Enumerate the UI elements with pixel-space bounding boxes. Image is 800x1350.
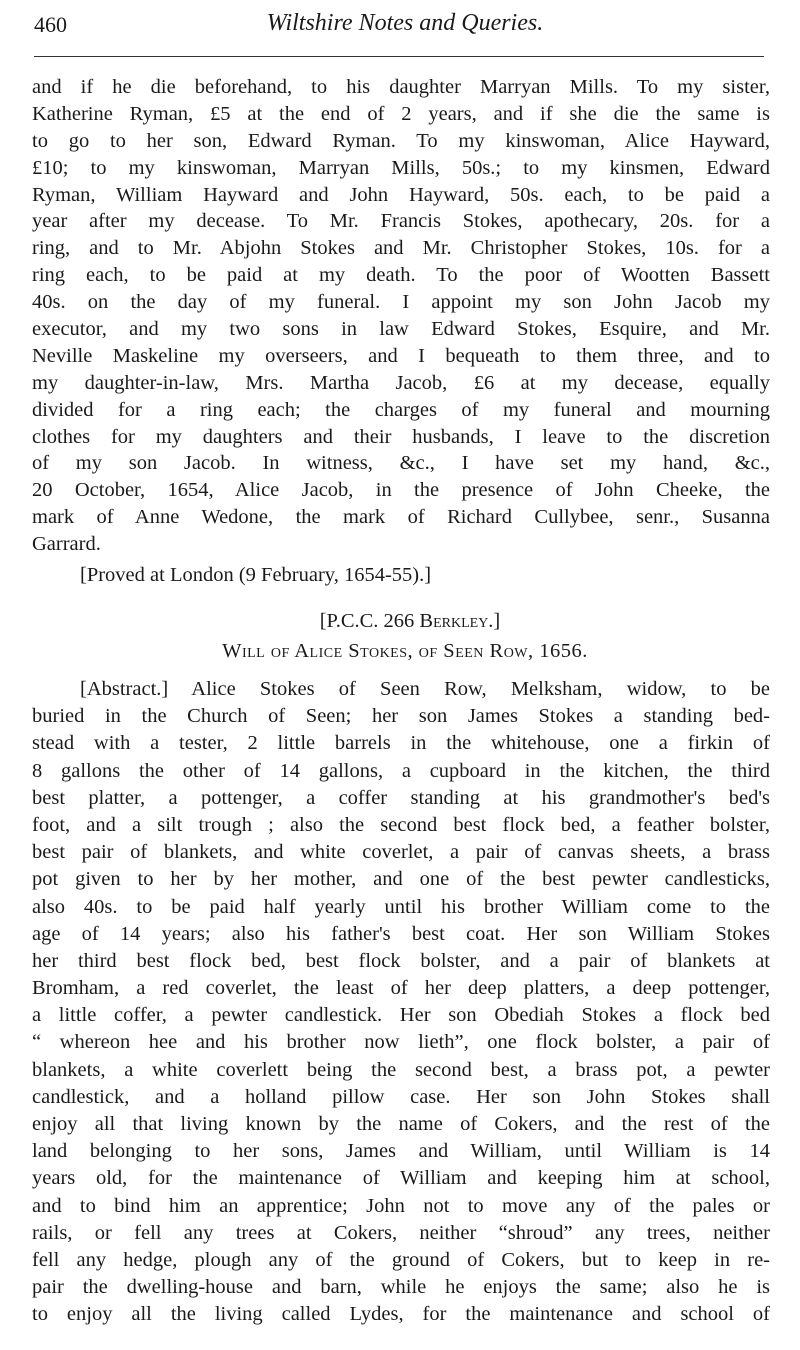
text-line: of my son Jacob. In witness, &c., I have set my hand, &c., xyxy=(32,452,770,475)
text-line: Bromham, a red coverlet, the least of her deep platters, a deep pottenger, xyxy=(32,977,770,1000)
text-line: age of 14 years; also his father's best coat. Her son William Stokes xyxy=(32,922,770,945)
text-line: 20 October, 1654, Alice Jacob, in the presence of John Cheeke, the xyxy=(32,479,770,502)
text-line: and if he die beforehand, to his daughter Marryan Mills. To my sister, xyxy=(32,76,770,98)
text-line: Neville Maskeline my overseers, and I bequeath to them three, and to xyxy=(32,344,770,367)
text-line: to enjoy all the living called Lydes, for the maintenance and school of xyxy=(32,1303,770,1326)
text-line: Katherine Ryman, £5 at the end of 2 years, and if she die the same is xyxy=(32,102,770,125)
paragraph-abstract xyxy=(32,676,770,1329)
text-line: enjoy all that living known by the name of Cokers, and the rest of the xyxy=(32,1113,770,1135)
text-line: Ryman, William Hayward and John Hayward, 50s. each, to be paid a xyxy=(32,183,770,206)
text-line: rails, or fell any trees at Cokers, neither “shroud” any trees, neither xyxy=(32,1221,770,1244)
text-line: divided for a ring each; the charges of my funeral and mourning xyxy=(32,398,770,421)
text-line: “ whereon hee and his brother now lieth”, one flock bolster, a pair of xyxy=(32,1031,770,1054)
text-line: executor, and my two sons in law Edward Stokes, Esquire, and Mr. xyxy=(32,318,770,341)
text-line: and to bind him an apprentice; John not to move any of the pales or xyxy=(32,1194,770,1217)
text-line: clothes for my daughters and their husbands, I leave to the discretion xyxy=(32,425,770,448)
paragraph-will-of-alice-jacob xyxy=(32,74,770,558)
text-line: 8 gallons the other of 14 gallons, a cupboard in the kitchen, the third xyxy=(32,759,770,782)
pcc-reference: [P.C.C. 266 Berkley.] xyxy=(319,610,501,632)
running-title: Wiltshire Notes and Queries. xyxy=(266,10,544,36)
text-line: ring each, to be paid at my death. To the poor of Wootten Bassett xyxy=(32,264,770,287)
text-line: fell any hedge, plough any of the ground of Cokers, but to keep in re- xyxy=(32,1248,770,1271)
text-line: blankets, a white coverlett being the second best, a brass pot, a pewter xyxy=(32,1058,770,1081)
text-line: buried in the Church of Seen; her son James Stokes a standing bed- xyxy=(32,705,770,728)
text-line: best pair of blankets, and white coverlet, a pair of canvas sheets, a brass xyxy=(32,841,770,864)
text-line: to go to her son, Edward Ryman. To my kinswoman, Alice Hayward, xyxy=(32,129,770,152)
text-line: year after my decease. To Mr. Francis Stokes, apothecary, 20s. for a xyxy=(32,210,770,233)
section-title: Will of Alice Stokes, of Seen Row, 1656. xyxy=(222,640,588,662)
text-line: also 40s. to be paid half yearly until his brother William come to the xyxy=(32,895,770,918)
text-line: years old, for the maintenance of William and keeping him at school, xyxy=(32,1167,770,1190)
text-line: foot, and a silt trough ; also the second best flock bed, a feather bolster, xyxy=(32,813,770,836)
probate-note: [Proved at London (9 February, 1654-55).] xyxy=(80,564,432,586)
text-line: my daughter-in-law, Mrs. Martha Jacob, £6 at my decease, equally xyxy=(32,371,770,394)
header-rule xyxy=(34,56,764,57)
text-line: a little coffer, a pewter candlestick. Her son Obediah Stokes a flock bed xyxy=(32,1004,770,1027)
text-line: pair the dwelling-house and barn, while he enjoys the same; also he is xyxy=(32,1276,770,1299)
text-line: £10; to my kinswoman, Marryan Mills, 50s.; to my kinsmen, Edward xyxy=(32,156,770,179)
text-line: her third best flock bed, best flock bolster, and a pair of blankets at xyxy=(32,949,770,972)
text-line: candlestick, and a holland pillow case. Her son John Stokes shall xyxy=(32,1085,770,1108)
text-line: pot given to her by her mother, and one of the best pewter candlesticks, xyxy=(32,868,770,891)
text-line: ring, and to Mr. Abjohn Stokes and Mr. Christopher Stokes, 10s. for a xyxy=(32,237,770,260)
text-line: stead with a tester, 2 little barrels in the whitehouse, one a firkin of xyxy=(32,732,770,755)
page-number: 460 xyxy=(34,12,67,37)
text-line: 40s. on the day of my funeral. I appoint my son John Jacob my xyxy=(32,291,770,314)
text-line: best platter, a pottenger, a coffer standing at his grandmother's bed's xyxy=(32,786,770,809)
text-line: Garrard. xyxy=(32,533,101,556)
text-line: [Abstract.] Alice Stokes of Seen Row, Melksham, widow, to be xyxy=(80,678,770,700)
text-line: mark of Anne Wedone, the mark of Richard Cullybee, senr., Susanna xyxy=(32,506,770,529)
text-line: land belonging to her sons, James and William, until William is 14 xyxy=(32,1140,770,1163)
